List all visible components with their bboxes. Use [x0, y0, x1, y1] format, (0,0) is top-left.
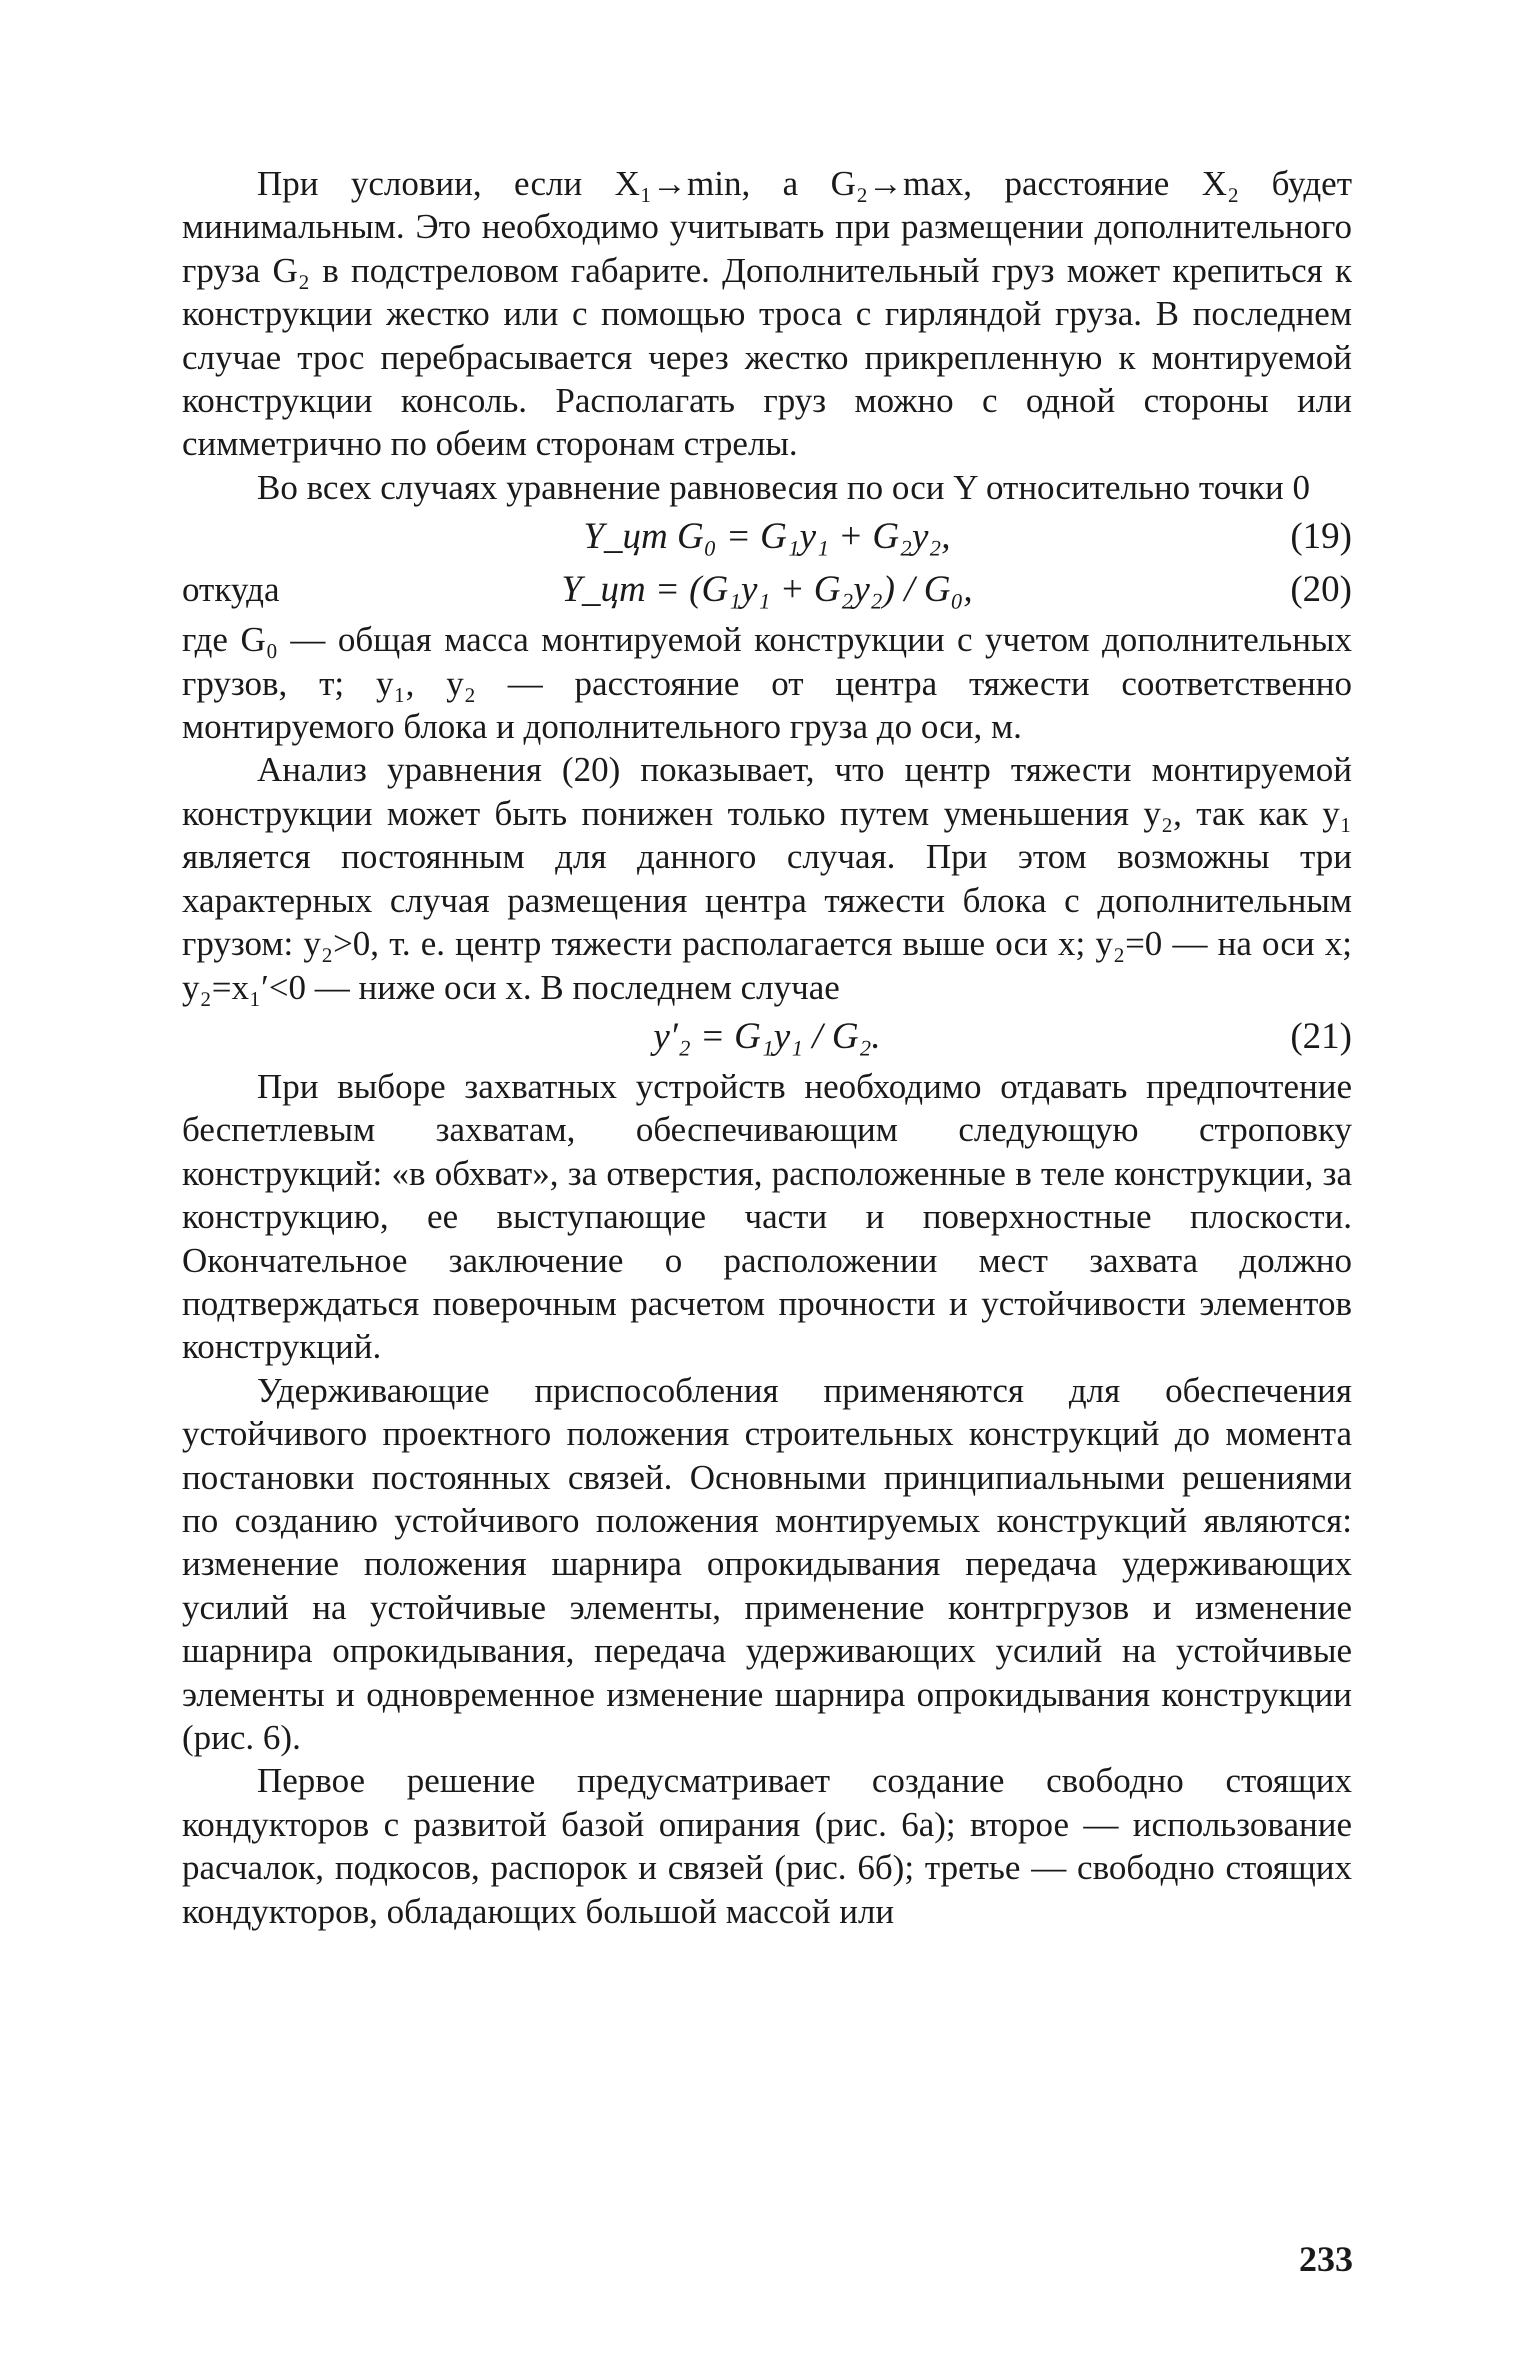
equation-19 — [182, 512, 1352, 562]
equation-connector: откуда — [182, 570, 280, 610]
equation-19-formula: Y_цт G₀ = G₁y₁ + G₂y₂, — [583, 516, 951, 558]
paragraph-3: где G₀ — общая масса монтируемой конструкции с учетом дополнительных грузов, т; y₁, y₂ — расстояние от центра тяжести соответственно монтируемого блока и дополнительного груза до оси, м. — [182, 620, 1352, 747]
equation-20-number: (20) — [1290, 569, 1352, 611]
page-body — [182, 162, 1352, 1933]
equation-20 — [182, 565, 1352, 615]
equation-21 — [182, 1012, 1352, 1062]
paragraph-5: При выборе захватных устройств необходимо отдавать предпочтение беспетлевым захватам, обеспечивающим следующую строповку конструкций: «в обхват», за отверстия, расположенные в теле конструкции, за конструкцию, ее выступающие части и поверхностные плоскости. Окончательное заключение о расположении мест захвата должно подтверждаться поверочным расчетом прочности и устойчивости элементов конструкций. — [182, 1066, 1352, 1367]
equation-21-formula: y′₂ = G₁y₁ / G₂. — [653, 1015, 881, 1057]
equation-20-formula: Y_цт = (G₁y₁ + G₂y₂) / G₀, — [561, 569, 973, 611]
paragraph-1: При условии, если X₁→min, а G₂→max, расстояние X₂ будет минимальным. Это необходимо учитывать при размещении дополнительного груза G₂ в подстреловом габарите. Дополнительный груз может крепиться к конструкции жестко или с помощью троса с гирляндой груза. В последнем случае трос перебрасывается через жестко прикрепленную к монтируемой конструкции консоль. Располагать груз можно с одной стороны или симметрично по обеим сторонам стрелы. — [182, 164, 1352, 464]
paragraph-4: Анализ уравнения (20) показывает, что центр тяжести монтируемой конструкции может быть понижен только путем уменьшения y₂, так как y₁ является постоянным для данного случая. При этом возможны три характерных случая размещения центра тяжести блока с дополнительным грузом: y₂>0, т. е. центр тяжести располагается выше оси x; y₂=0 — на оси x; y₂=x₁′<0 — ниже оси x. В последнем случае — [182, 750, 1352, 1007]
paragraph-2: Во всех случаях уравнение равновесия по оси Y относительно точки 0 — [257, 467, 1310, 507]
equation-19-number: (19) — [1290, 516, 1352, 558]
page-number: 233 — [1299, 2239, 1353, 2279]
equation-21-number: (21) — [1290, 1015, 1352, 1057]
paragraph-7: Первое решение предусматривает создание свободно стоящих кондукторов с развитой базой опирания (рис. 6а); второе — использование расчалок, подкосов, распорок и связей (рис. 6б); третье — свободно стоящих кондукторов, обладающих большой массой или — [182, 1761, 1352, 1931]
paragraph-6: Удерживающие приспособления применяются для обеспечения устойчивого проектного положения строительных конструкций до момента постановки постоянных связей. Основными принципиальными решениями по созданию устойчивого положения монтируемых конструкций являются: изменение положения шарнира опрокидывания передача удерживающих усилий на устойчивые элементы, применение контргрузов и изменение шарнира опрокидывания, передача удерживающих усилий на устойчивые элементы и одновременное изменение шарнира опрокидывания конструкции (рис. 6). — [182, 1370, 1352, 1757]
